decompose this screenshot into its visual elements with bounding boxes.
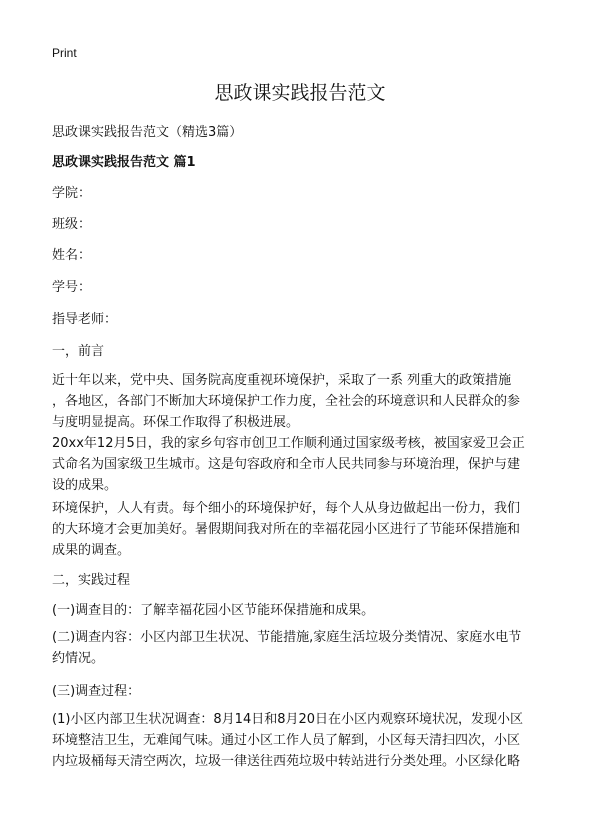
paragraph-line: 近十年以来，党中央、国务院高度重视环境保护，采取了一系 列重大的政策措施 bbox=[52, 373, 512, 388]
item-content bbox=[52, 627, 552, 669]
paragraph-line: 式命名为国家级卫生城市。这是句容政府和全市人民共同参与环境治理，保护与建 bbox=[52, 457, 521, 472]
paragraph-line: 环境保护，人人有责。每个细小的环境保护好，每个人从身边做起出一份力，我们 bbox=[52, 501, 521, 516]
paragraph-line: 与度明显提高。环保工作取得了积极进展。 bbox=[52, 415, 300, 430]
paragraph-line: 内垃圾桶每天清空两次，垃圾一律送往西苑垃圾中转站进行分类处理。小区绿化略 bbox=[52, 754, 521, 769]
paragraph-3 bbox=[52, 498, 552, 561]
paragraph-line: ，各地区，各部门不断加大环境保护工作力度，全社会的环境意识和人民群众的参 bbox=[52, 394, 521, 409]
field-student-id: 学号： bbox=[52, 280, 92, 295]
print-link[interactable]: Print bbox=[52, 46, 77, 60]
field-name: 姓名： bbox=[52, 248, 92, 263]
paragraph-line: 成果的调查。 bbox=[52, 543, 131, 558]
section-preface: 一，前言 bbox=[52, 344, 105, 359]
document-subtitle: 思政课实践报告范文（精选3篇） bbox=[52, 125, 243, 140]
paragraph-4 bbox=[52, 709, 552, 772]
field-advisor: 指导老师： bbox=[52, 312, 118, 327]
section-heading: 思政课实践报告范文 篇1 bbox=[52, 155, 196, 170]
item-process: (三)调查过程： bbox=[52, 684, 141, 699]
item-purpose: (一)调查目的：了解幸福花园小区节能环保措施和成果。 bbox=[52, 603, 375, 618]
document-title: 思政课实践报告范文 bbox=[214, 82, 386, 104]
paragraph-line: 的大环境才会更加美好。暑假期间我对所在的幸福花园小区进行了节能环保措施和 bbox=[52, 522, 521, 537]
paragraph-line: 20xx年12月5日，我的家乡句容市创卫工作顺利通过国家级考核，被国家爱卫会正 bbox=[52, 436, 525, 451]
paragraph-2 bbox=[52, 433, 552, 496]
paragraph-line: (1)小区内部卫生状况调查：8月14日和8月20日在小区内观察环境状况，发现小区 bbox=[52, 712, 524, 727]
field-class: 班级： bbox=[52, 217, 92, 232]
paragraph-1 bbox=[52, 370, 552, 433]
section-practice: 二，实践过程 bbox=[52, 573, 131, 588]
paragraph-line: 环境整洁卫生，无难闻气味。通过小区工作人员了解到，小区每天清扫四次，小区 bbox=[52, 733, 521, 748]
paragraph-line: 约情况。 bbox=[52, 651, 105, 666]
field-college: 学院： bbox=[52, 186, 92, 201]
paragraph-line: (二)调查内容：小区内部卫生状况、节能措施,家庭生活垃圾分类情况、家庭水电节 bbox=[52, 630, 522, 645]
paragraph-line: 设的成果。 bbox=[52, 478, 118, 493]
